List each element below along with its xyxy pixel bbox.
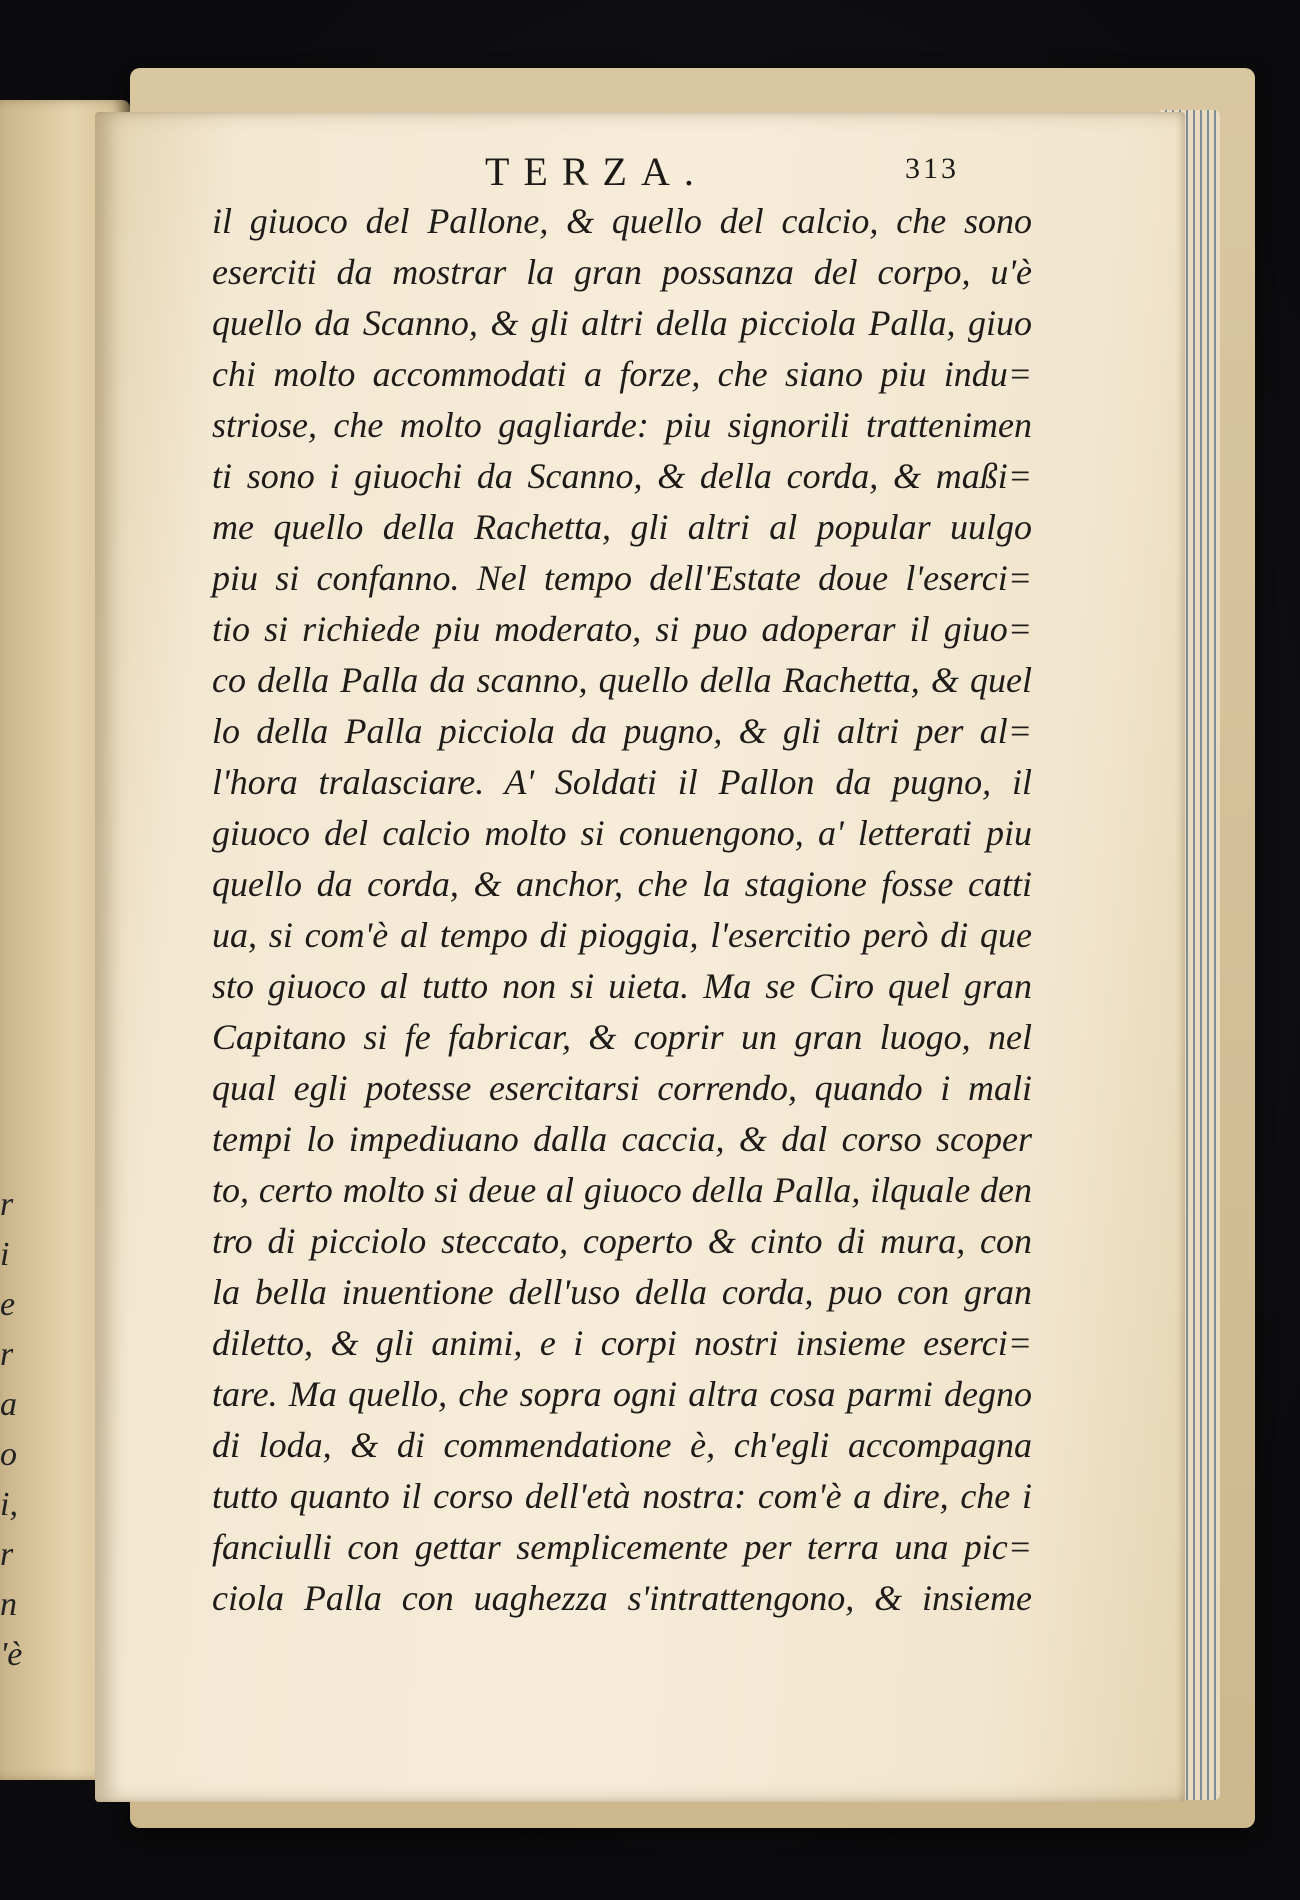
left-fragment: n (0, 1586, 17, 1623)
text-line: fanciulli con gettar semplicemente per terra una pic= (212, 1527, 1032, 1567)
running-head (0, 130, 1300, 194)
running-head-title: TERZA. (485, 149, 708, 194)
text-line: qual egli potesse esercitarsi correndo, quando i mali (212, 1068, 1032, 1108)
text-line: tro di picciolo steccato, coperto & cinto di mura, con (212, 1221, 1032, 1261)
left-fragment: 'è (0, 1636, 23, 1673)
text-line: sto giuoco al tutto non si uieta. Ma se Ciro quel gran (212, 966, 1032, 1006)
text-line: ua, si com'è al tempo di pioggia, l'esercitio però di que (212, 915, 1032, 955)
text-line: ti sono i giuochi da Scanno, & della corda, & maßi= (212, 456, 1032, 496)
text-line: Capitano si fe fabricar, & coprir un gran luogo, nel (212, 1017, 1032, 1057)
text-line: di loda, & di commendatione è, ch'egli accompagna (212, 1425, 1032, 1465)
text-line: me quello della Rachetta, gli altri al popular uulgo (212, 507, 1032, 547)
text-line: ciola Palla con uaghezza s'intrattengono, & insieme (212, 1578, 1032, 1618)
text-line: co della Palla da scanno, quello della Rachetta, & quel (212, 660, 1032, 700)
text-line: l'hora tralasciare. A' Soldati il Pallon da pugno, il (212, 762, 1032, 802)
text-line: eserciti da mostrar la gran possanza del corpo, u'è (212, 252, 1032, 292)
text-line: tio si richiede piu moderato, si puo adoperar il giuo= (212, 609, 1032, 649)
text-line: quello da Scanno, & gli altri della picciola Palla, giuo (212, 303, 1032, 343)
text-line: quello da corda, & anchor, che la stagione fosse catti (212, 864, 1032, 904)
text-line: il giuoco del Pallone, & quello del calcio, che sono (212, 201, 1032, 241)
left-fragment: o (0, 1436, 17, 1473)
left-fragment: i (0, 1236, 10, 1273)
text-line: piu si confanno. Nel tempo dell'Estate doue l'eserci= (212, 558, 1032, 598)
body-text (212, 196, 1032, 1624)
left-fragment: r (0, 1536, 14, 1573)
page-number: 313 (905, 152, 959, 185)
left-page-text-fragments (0, 1180, 30, 1680)
text-line: chi molto accommodati a forze, che siano piu indu= (212, 354, 1032, 394)
text-line: to, certo molto si deue al giuoco della Palla, ilquale den (212, 1170, 1032, 1210)
text-line: la bella inuentione dell'uso della corda, puo con gran (212, 1272, 1032, 1312)
text-line: giuoco del calcio molto si conuengono, a' letterati piu (212, 813, 1032, 853)
left-fragment: r (0, 1336, 14, 1373)
text-line: lo della Palla picciola da pugno, & gli altri per al= (212, 711, 1032, 751)
left-fragment: i, (0, 1486, 18, 1523)
left-fragment: e (0, 1286, 16, 1323)
text-line: tutto quanto il corso dell'età nostra: com'è a dire, che i (212, 1476, 1032, 1516)
text-line: striose, che molto gagliarde: piu signorili trattenimen (212, 405, 1032, 445)
text-line: tare. Ma quello, che sopra ogni altra cosa parmi degno (212, 1374, 1032, 1414)
text-line: tempi lo impediuano dalla caccia, & dal corso scoper (212, 1119, 1032, 1159)
left-fragment: r (0, 1186, 14, 1223)
left-fragment: a (0, 1386, 17, 1423)
text-line: diletto, & gli animi, e i corpi nostri insieme eserci= (212, 1323, 1032, 1363)
